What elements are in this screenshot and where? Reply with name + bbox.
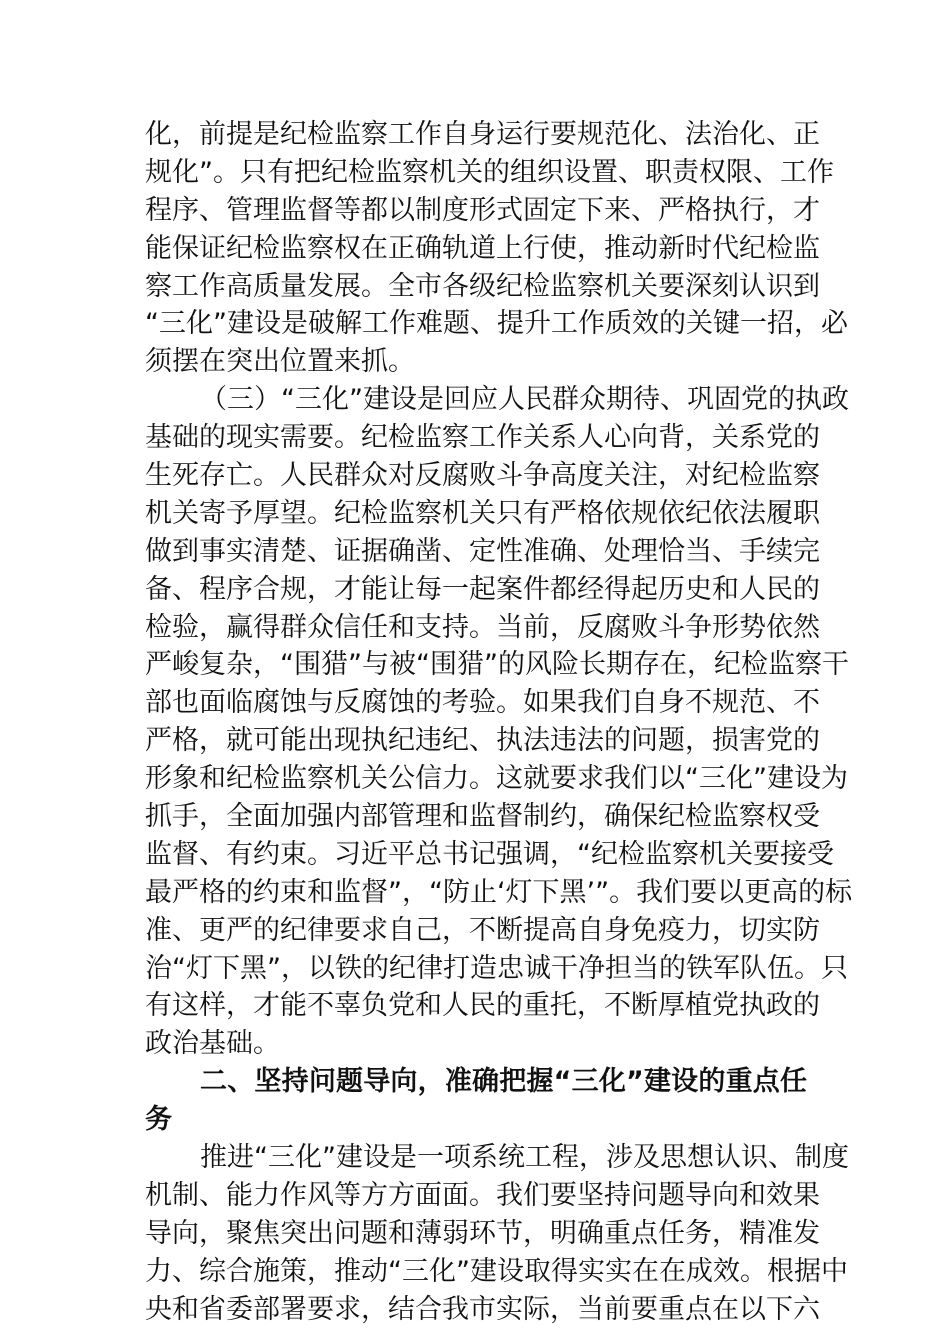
text-line: 导向，聚焦突出问题和薄弱环节，明确重点任务，精准发 (145, 1217, 820, 1249)
text-line: 准、更严的纪律要求自己，不断提高自身免疫力，切实防 (145, 914, 820, 946)
text-line: 治“灯下黑”，以铁的纪律打造忠诚干净担当的铁军队伍。只 (145, 952, 848, 984)
text-line: 化，前提是纪检监察工作自身运行要规范化、法治化、正 (145, 119, 820, 150)
text-line: “三化”建设是破解工作难题、提升工作质效的关键一招，必 (145, 308, 848, 340)
text-line: （三）“三化”建设是回应人民群众期待、巩固党的执政 (200, 384, 849, 416)
text-line: 检验，赢得群众信任和支持。当前，反腐败斗争形势依然 (145, 611, 820, 643)
text-line: 机制、能力作风等方方面面。我们要坚持问题导向和效果 (145, 1179, 820, 1211)
text-line: 须摆在突出位置来抓。 (145, 346, 415, 378)
text-line: 力、综合施策，推动“三化”建设取得实实在在成效。根据中 (145, 1255, 848, 1287)
text-line: 推进“三化”建设是一项系统工程，涉及思想认识、制度 (200, 1142, 849, 1174)
text-line: 察工作高质量发展。全市各级纪检监察机关要深刻认识到 (145, 270, 820, 302)
paragraph (145, 116, 848, 381)
text-line: 政治基础。 (145, 1028, 280, 1060)
paragraph (145, 1139, 849, 1328)
text-line: 规化”。只有把纪检监察机关的组织设置、职责权限、工作 (145, 156, 834, 188)
text-line: 务 (145, 1104, 172, 1136)
text-line: 基础的现实需要。纪检监察工作关系人心向背，关系党的 (145, 422, 820, 454)
text-line: 能保证纪检监察权在正确轨道上行使，推动新时代纪检监 (145, 232, 820, 264)
text-line: 最严格的约束和监督”，“防止‘灯下黑’”。我们要以更高的标 (145, 876, 853, 908)
text-line: 监督、有约束。习近平总书记强调，“纪检监察机关要接受 (145, 838, 834, 870)
text-line: 生死存亡。人民群众对反腐败斗争高度关注，对纪检监察 (145, 460, 820, 492)
text-line: 部也面临腐蚀与反腐蚀的考验。如果我们自身不规范、不 (145, 687, 820, 719)
text-line: 抓手，全面加强内部管理和监督制约，确保纪检监察权受 (145, 801, 820, 833)
paragraph (145, 381, 853, 1063)
text-line: 央和省委部署要求，结合我市实际，当前要重点在以下六 (145, 1293, 820, 1325)
text-line: 严格，就可能出现执纪违纪、执法违法的问题，损害党的 (145, 725, 820, 757)
text-line: 有这样，才能不辜负党和人民的重托，不断厚植党执政的 (145, 990, 820, 1022)
text-line: 形象和纪检监察机关公信力。这就要求我们以“三化”建设为 (145, 763, 848, 795)
text-line: 严峻复杂，“围猎”与被“围猎”的风险长期存在，纪检监察干 (145, 649, 849, 681)
text-line: 二、坚持问题导向，准确把握“三化”建设的重点任 (200, 1066, 807, 1098)
text-line: 备、程序合规，才能让每一起案件都经得起历史和人民的 (145, 573, 820, 605)
section-heading (145, 1063, 807, 1139)
text-line: 做到事实清楚、证据确凿、定性准确、处理恰当、手续完 (145, 535, 820, 567)
text-line: 机关寄予厚望。纪检监察机关只有严格依规依纪依法履职 (145, 497, 820, 529)
document-page (145, 116, 853, 1329)
text-line: 程序、管理监督等都以制度形式固定下来、严格执行，才 (145, 194, 820, 226)
